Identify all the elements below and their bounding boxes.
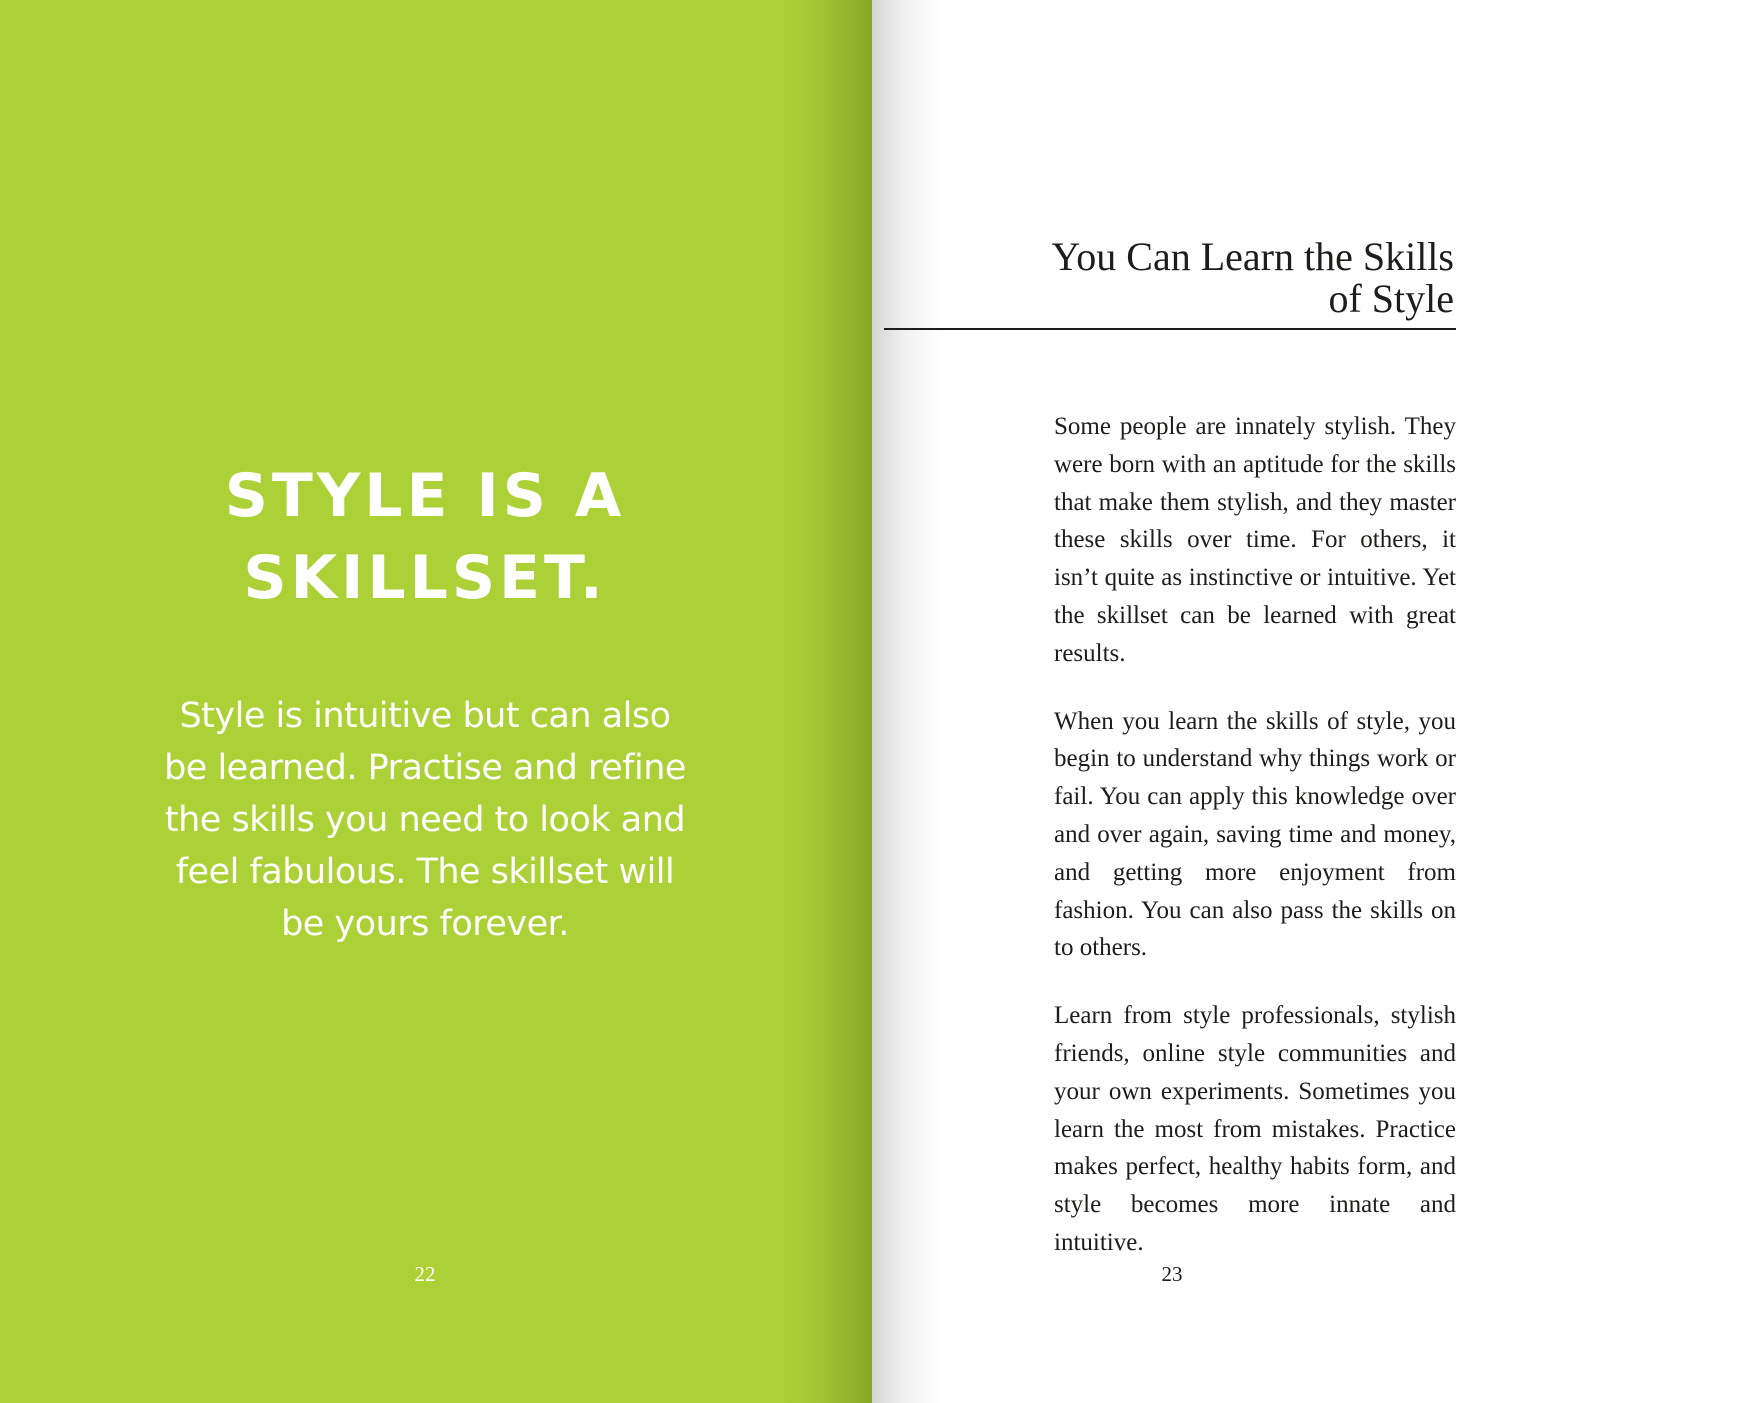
chapter-title-line-1: You Can Learn the Skills bbox=[1051, 234, 1454, 279]
right-page bbox=[872, 0, 1744, 1403]
chapter-title-line-2: of Style bbox=[1328, 276, 1454, 321]
page-number-left: 22 bbox=[414, 1262, 436, 1286]
paragraph-2: When you learn the skills of style, you begin to understand why things work or fail. You can apply this knowledge over and over again, saving time and money, and getting more enjoyment from fashion. You can also pass the skills on to others. bbox=[1054, 707, 1456, 962]
page-number-right: 23 bbox=[1161, 1262, 1183, 1286]
lead-text: Style is intuitive but can also be learned. Practise and refine the skills you need to look and feel fabulous. The skillset will be yours forever. bbox=[164, 696, 686, 944]
gutter-shadow-right bbox=[872, 0, 942, 1403]
chapter-title bbox=[1022, 236, 1454, 320]
headline-line-1: STYLE IS A bbox=[224, 461, 626, 531]
paragraph-3: Learn from style professionals, stylish friends, online style communities and your own experiments. Sometimes you learn the most from mistakes. Practice makes perfect, healthy habits form, and style becomes more innate and intuitive. bbox=[1054, 1002, 1456, 1256]
paragraph-1: Some people are innately stylish. They were born with an aptitude for the skills that make them stylish, and they master these skills over time. For others, it isn’t quite as instinctive or intuitive. Yet the skillset can be learned with great results. bbox=[1054, 413, 1456, 667]
body-text bbox=[1054, 408, 1456, 1292]
gutter-shadow-left bbox=[782, 0, 872, 1403]
headline-line-2: SKILLSET. bbox=[243, 543, 607, 613]
chapter-title-rule bbox=[884, 328, 1456, 330]
headline bbox=[0, 455, 850, 619]
